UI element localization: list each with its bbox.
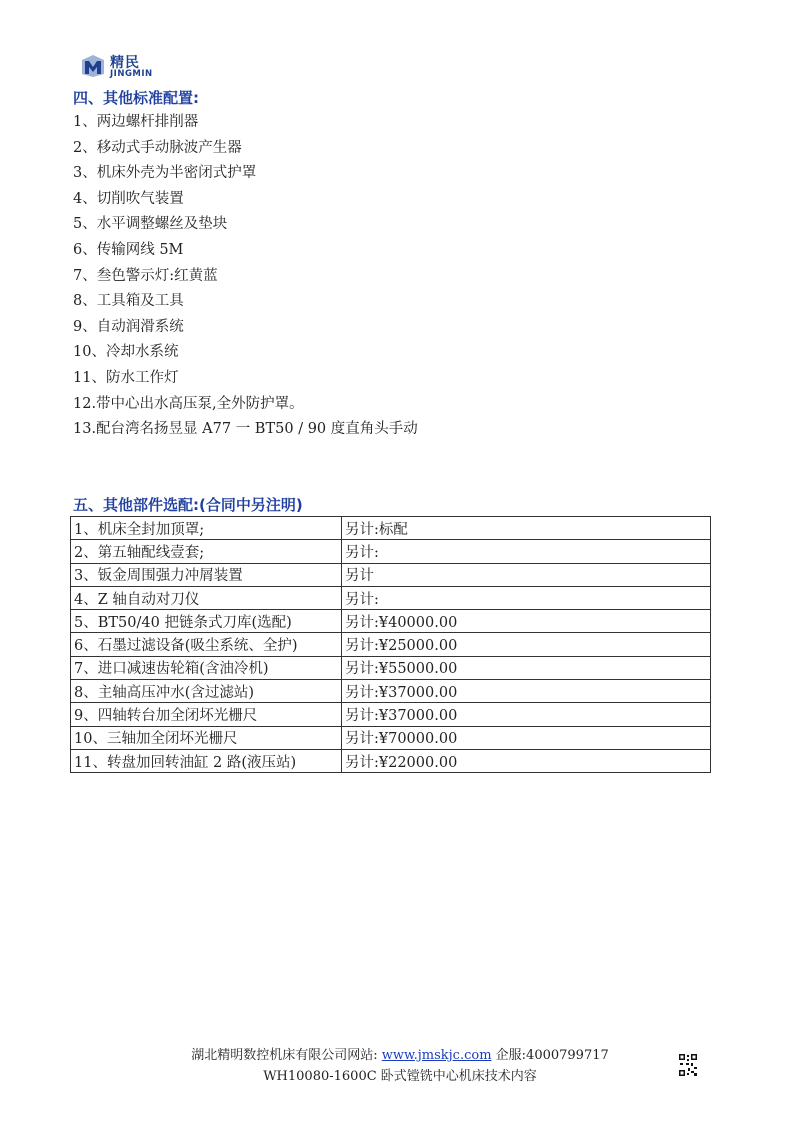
table-cell-price: 另计: [342, 586, 711, 609]
table-row [71, 703, 711, 726]
table-cell-part: 11、转盘加回转油缸 2 路(液压站) [71, 749, 342, 772]
standard-config-list [73, 110, 418, 443]
table-cell-part: 8、主轴高压冲水(含过滤站) [71, 680, 342, 703]
table-row [71, 517, 711, 540]
qr-code-icon [678, 1053, 698, 1077]
optional-parts-table [70, 516, 711, 773]
table-row [71, 726, 711, 749]
table-row [71, 656, 711, 679]
table-cell-part: 7、进口减速齿轮箱(含油冷机) [71, 656, 342, 679]
logo-text-cn: 精民 [110, 55, 140, 71]
website-link[interactable]: www.jmskjc.com [381, 1048, 492, 1063]
footer-company: 湖北精明数控机床有限公司网站: [191, 1048, 378, 1063]
table-cell-price: 另计:¥22000.00 [342, 749, 711, 772]
list-item: 3、机床外壳为半密闭式护罩 [73, 165, 257, 182]
list-item: 4、切削吹气装置 [73, 190, 184, 207]
list-item: 2、移动式手动脉波产生器 [73, 139, 242, 156]
table-cell-price: 另计:¥37000.00 [342, 703, 711, 726]
table-cell-part: 2、第五轴配线壹套; [71, 540, 342, 563]
table-cell-price: 另计:标配 [342, 517, 711, 540]
list-item: 1、两边螺杆排削器 [73, 114, 199, 130]
table-cell-part: 4、Z 轴自动对刀仪 [71, 586, 342, 609]
list-item: 7、叁色警示灯:红黄蓝 [73, 267, 218, 284]
table-cell-part: 3、钣金周围强力冲屑装置 [71, 563, 342, 586]
table-cell-price: 另计 [342, 563, 711, 586]
table-row [71, 610, 711, 633]
table-cell-price: 另计:¥37000.00 [342, 680, 711, 703]
list-item: 6、传输网线 5M [73, 241, 184, 258]
table-row [71, 563, 711, 586]
logo-text-en: JINGMIN [110, 69, 153, 79]
section4-title: 四、其他标准配置: [73, 89, 199, 107]
table-cell-price: 另计:¥70000.00 [342, 726, 711, 749]
table-cell-part: 6、石墨过滤设备(吸尘系统、全护) [71, 633, 342, 656]
table-row [71, 680, 711, 703]
table-row [71, 540, 711, 563]
table-cell-price: 另计:¥25000.00 [342, 633, 711, 656]
table-row [71, 749, 711, 772]
table-cell-part: 1、机床全封加顶罩; [71, 517, 342, 540]
jingmin-logo-icon [80, 54, 106, 78]
list-item: 9、自动润滑系统 [73, 318, 184, 335]
table-cell-part: 5、BT50/40 把链条式刀库(选配) [71, 610, 342, 633]
footer-service: 企服:4000799717 [495, 1048, 609, 1063]
table-cell-part: 10、三轴加全闭坏光栅尺 [71, 726, 342, 749]
footer-doc-title: WH10080-1600C 卧式镗铣中心机床技术内容 [263, 1069, 537, 1084]
table-cell-price: 另计:¥55000.00 [342, 656, 711, 679]
table-row [71, 633, 711, 656]
company-logo [80, 52, 170, 82]
list-item: 13.配台湾名扬昱显 A77 一 BT50 / 90 度直角头手动 [73, 421, 418, 438]
list-item: 5、水平调整螺丝及垫块 [73, 216, 228, 233]
list-item: 8、工具箱及工具 [73, 293, 184, 310]
table-cell-price: 另计:¥40000.00 [342, 610, 711, 633]
table-row [71, 586, 711, 609]
list-item: 10、冷却水系统 [73, 344, 179, 361]
table-cell-price: 另计: [342, 540, 711, 563]
list-item: 11、防水工作灯 [73, 369, 179, 386]
section5-title: 五、其他部件选配:(合同中另注明) [73, 496, 303, 514]
list-item: 12.带中心出水高压泵,全外防护罩。 [73, 395, 304, 412]
table-cell-part: 9、四轴转台加全闭坏光栅尺 [71, 703, 342, 726]
